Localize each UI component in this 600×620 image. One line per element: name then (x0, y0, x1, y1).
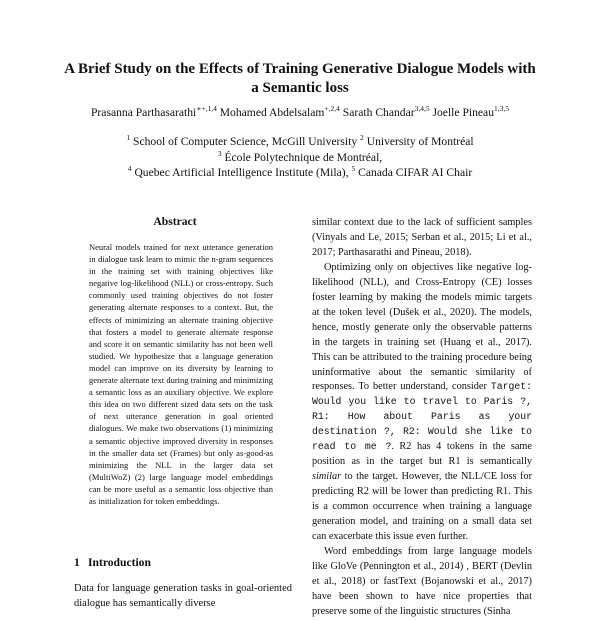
paragraph-text: to the target. However, the NLL/CE loss for predicting R2 will be lower than predicting R1. This is a common occurrence when training a language generation model, and training on a small data set can exacerbate this issue even further. (312, 471, 532, 543)
affiliation-line (60, 165, 540, 181)
affiliation-text: École Polytechnique de Montréal, (224, 150, 383, 164)
affiliation-number: 4 (127, 164, 132, 173)
affiliation-number: 3 (217, 148, 222, 158)
author-marks: 3,4,5 (414, 104, 430, 113)
author-marks: 1,3,5 (494, 104, 509, 113)
affiliation-text: Canada CIFAR AI Chair (358, 166, 473, 179)
affiliation-text: University of Montréal (366, 135, 474, 148)
affiliation-text: School of Computer Science, McGill University (133, 135, 358, 148)
paragraph: Word embeddings from large language models like GloVe (Pennington et al., 2014) , BERT (Devlin et al., 2018) or fastText (Bojanowski et al., 2017) have been shown to have nice properties that preserve some of the linguistic structures (Sinha (312, 545, 532, 617)
affiliation-line (60, 134, 540, 150)
author-name: Joelle Pineau (432, 106, 494, 119)
right-column (312, 216, 532, 620)
author-name: Prasanna Parthasarathi (90, 106, 197, 119)
section-heading (74, 556, 151, 569)
affiliation-line (60, 150, 540, 166)
abstract-heading: Abstract (153, 215, 197, 228)
emphasis-text: similar (312, 471, 342, 483)
author-name: Sarath Chandar (342, 106, 415, 119)
affiliation-number: 1 (126, 133, 131, 142)
affiliation-number: 5 (351, 164, 356, 173)
paragraph-text: Optimizing only on objectives like negative log-likelihood (NLL), and Cross-Entropy (CE) losses foster learning by making the models mimic targets at the token level (Dušek et al., 2020). The models, hence, mostly generate only the observable patterns in the targets in training set (Huang et al., 2017). This can be attributed to the training procedure being uninformative about the semantic similarity of responses. To better understand, consider (312, 261, 532, 393)
paper-title: A Brief Study on the Effects of Training Generative Dialogue Models with a Semantic loss (64, 61, 536, 96)
intro-paragraph: Data for language generation tasks in goal-oriented dialogue has semantically diverse (74, 583, 292, 610)
author-list (40, 105, 560, 120)
affiliations (60, 134, 540, 181)
section-title: Introduction (88, 556, 151, 569)
section-number: 1 (74, 556, 80, 569)
author-marks: +,2,4 (324, 104, 340, 113)
example-code: Target: Would you like to travel to Paris ?, R1: How about Paris as your destination ?, R2: Would she like to read to me ? (312, 381, 532, 453)
paragraph (312, 261, 532, 545)
paragraph-text: . R2 has 4 tokens in the same position as in the target but R1 is semantically (312, 441, 532, 468)
paragraph: similar context due to the lack of sufficient samples (Vinyals and Le, 2015; Serban et al., 2015; Li et al., 2017; Parthasarathi and Pineau, 2018). (312, 217, 532, 258)
author-name: Mohamed Abdelsalam (219, 106, 325, 119)
author-marks: ∗+,1,4 (196, 104, 217, 113)
affiliation-number: 2 (360, 133, 364, 142)
affiliation-text: Quebec Artificial Intelligence Institute (Mila), (134, 166, 349, 179)
abstract-body: Neural models trained for next utterance generation in dialogue task learn to mimic the n-gram sequences in the training set with training objectives like negative log-likelihood (NLL) or cross-entropy. Such commonly used training objectives do not foster generating alternate responses to a context. But, the effects of minimizing an alternate training objective that fosters a model to generate alternate response and score it on semantic similarity has not been well studied. We hypothesize that a language generation model can improve on its diversity by learning to generate alternate text during training and minimizing a semantic loss as an auxiliary objective. We explore this idea on two different sized data sets on the task of next utterance generation in goal oriented dialogues. We make two observations (1) minimizing a semantic objective improved diversity in responses in the smaller data set (Frames) but only as-good-as minimizing the NLL in the larger data set (MultiWoZ) (2) large language model embeddings can be more useful as a semantic loss objective than as initialization for token embeddings. (89, 242, 273, 506)
